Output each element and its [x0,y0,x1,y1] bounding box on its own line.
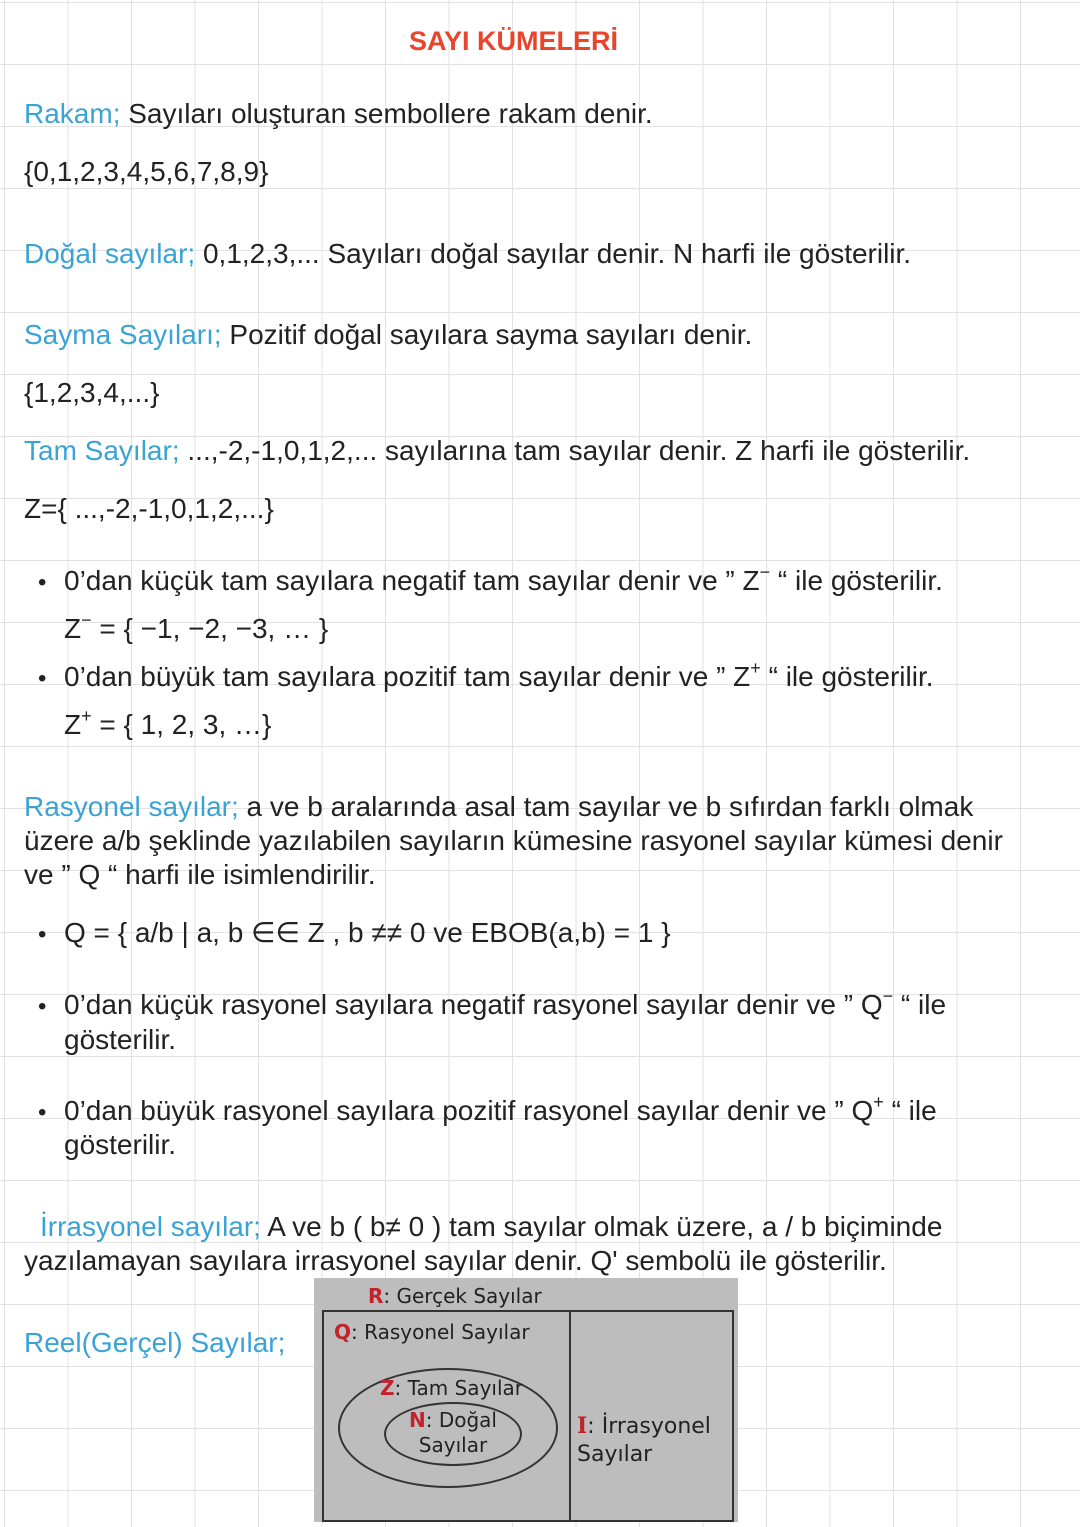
tam-text: ...,-2,-1,0,1,2,... sayılarına tam sayılar denir. Z harfi ile gösterilir. [179,435,971,466]
rasyonel-pos-text-end: “ ile [883,1095,937,1126]
irrasyonel-line-2: yazılamayan sayılara irrasyonel sayılar denir. Q' sembolü ile gösterilir. [24,1245,887,1276]
z-text: : Tam Sayılar [394,1376,523,1400]
n-text-2: Sayılar [418,1433,488,1457]
rational-numbers-region [322,1310,571,1522]
rakam-set: {0,1,2,3,4,5,6,7,8,9} [24,156,269,187]
rasyonel-negative-cont: gösterilir. [64,1024,177,1055]
sayma-term: Sayma Sayıları; [24,319,222,350]
irrasyonel-term: İrrasyonel sayılar; [40,1211,261,1242]
bullet: • [38,921,47,948]
i-text-2: Sayılar [577,1442,653,1467]
n-text: : Doğal [425,1408,497,1432]
tam-neg-text: 0’dan küçük tam sayılara negatif tam sayılar denir ve ” Z [64,565,760,596]
number-sets-diagram [314,1278,738,1522]
dogal-term: Doğal sayılar; [24,238,196,269]
bullet: • [38,569,47,596]
set-values: = { −1, −2, −3, … } [91,613,329,644]
natural-numbers-region [384,1402,522,1466]
tam-negative [64,561,943,598]
irrational-numbers-region [567,1310,734,1522]
natural-numbers-label [400,1408,506,1458]
rational-numbers-label [334,1320,530,1344]
tam-positive [64,657,934,694]
rasyonel-line-2: üzere a/b şeklinde yazılabilen sayıların kümesine rasyonel sayılar kümesi denir [24,825,1003,856]
tam-neg-text-end: “ ile gösterilir. [770,565,943,596]
r-text: : Gerçek Sayılar [383,1284,542,1308]
z-letter: Z [380,1376,395,1400]
bullet: • [38,665,47,692]
rasyonel-neg-text: 0’dan küçük rasyonel sayılara negatif rasyonel sayılar denir ve ” Q [64,989,883,1020]
i-text: : İrrasyonel [587,1414,711,1439]
irrational-numbers-label [577,1412,711,1469]
superscript: − [759,561,771,582]
real-numbers-label [368,1284,542,1308]
tam-term: Tam Sayılar; [24,435,180,466]
superscript: − [882,985,894,1006]
bullet: • [38,993,47,1020]
rasyonel-line-1 [24,790,973,824]
rasyonel-set-definition: Q = { a/b | a, b ∈∈ Z , b ≠≠ 0 ve EBOB(a,b) = 1 } [64,917,671,948]
r-letter: R [368,1284,384,1308]
irrasyonel-line-1 [40,1210,942,1244]
rasyonel-positive [64,1091,937,1128]
rasyonel-text: a ve b aralarında asal tam sayılar ve b sıfırdan farklı olmak [238,791,974,822]
integers-label [380,1376,523,1400]
tam-positive-set [64,705,272,742]
superscript: + [81,705,92,726]
set-symbol: Z [64,613,82,644]
sayma-set: {1,2,3,4,...} [24,377,160,408]
bullet: • [38,1099,47,1126]
q-text: : Rasyonel Sayılar [351,1320,530,1344]
rasyonel-negative [64,985,947,1022]
tam-pos-text: 0’dan büyük tam sayılara pozitif tam sayılar denir ve ” Z [64,661,751,692]
irrasyonel-text: A ve b ( b≠ 0 ) tam sayılar olmak üzere, a / b biçiminde [260,1211,943,1242]
rasyonel-line-3: ve ” Q “ harfi ile isimlendirilir. [24,859,376,890]
rasyonel-term: Rasyonel sayılar; [24,791,239,822]
dogal-definition [24,237,911,271]
integers-region [338,1368,558,1488]
dogal-text: 0,1,2,3,... Sayıları doğal sayılar denir. N harfi ile gösterilir. [195,238,912,269]
sayma-definition [24,318,752,352]
superscript: + [750,657,761,678]
rasyonel-neg-text-end: “ ile [893,989,947,1020]
rasyonel-pos-text: 0’dan büyük rasyonel sayılara pozitif rasyonel sayılar denir ve ” Q [64,1095,874,1126]
tam-definition [24,434,970,468]
rakam-term: Rakam; [24,98,121,129]
q-letter: Q [334,1320,352,1344]
superscript: + [873,1091,884,1112]
n-letter: N [409,1408,426,1432]
tam-pos-text-end: “ ile gösterilir. [760,661,934,692]
tam-negative-set [64,609,329,646]
superscript: − [81,609,92,630]
rasyonel-positive-cont: gösterilir. [64,1129,177,1160]
rakam-text: Sayıları oluşturan sembollere rakam denir. [120,98,653,129]
set-symbol: Z [64,709,82,740]
rakam-definition [24,97,653,131]
page-title: SAYI KÜMELERİ [409,26,619,56]
set-values: = { 1, 2, 3, …} [91,709,272,740]
tam-set: Z={ ...,-2,-1,0,1,2,...} [24,493,274,524]
i-letter: I [577,1413,588,1439]
sayma-text: Pozitif doğal sayılara sayma sayıları denir. [221,319,753,350]
reel-term: Reel(Gerçel) Sayılar; [24,1327,286,1358]
